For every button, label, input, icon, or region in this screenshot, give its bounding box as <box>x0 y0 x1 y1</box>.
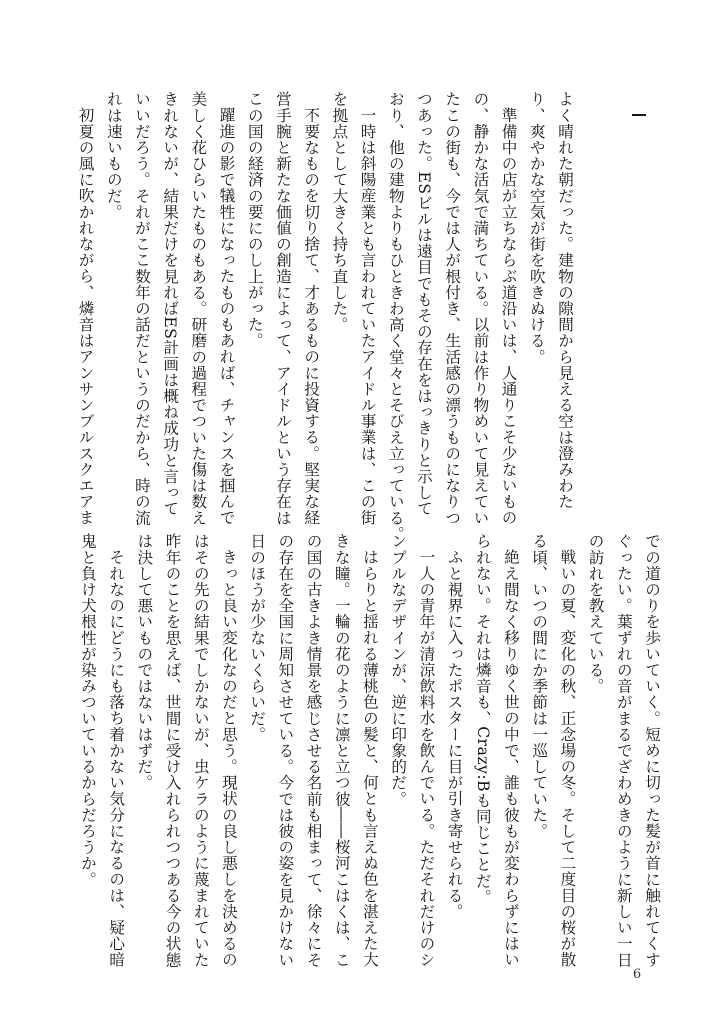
body-line: り、爽やかな空気が街を吹きぬける。 <box>527 91 546 365</box>
body-line: つあった。ESビルは遠目でもその存在をはっきりと示して <box>414 91 433 517</box>
body-line: 美しく花ひらいたものもある。研磨の過程でついた傷は数え <box>189 91 208 526</box>
body-line: での道のりを歩いていく。短めに切った髪が首に触れてくす <box>643 533 661 968</box>
body-line: の訪れを教えている。 <box>586 533 605 694</box>
body-line: はらりと揺れる薄桃色の髪と、何とも言えぬ色を湛えた大 <box>360 548 379 968</box>
body-line: たこの街も、今では人が根付き、生活感の漂うものになりつ <box>443 91 462 526</box>
body-line: は決して悪いものではないはずだ。 <box>135 533 154 791</box>
body-line: 営手腕と新たな価値の創造によって、アイドルという存在は <box>273 91 292 526</box>
body-line: を拠点として大きく持ち直した。 <box>330 91 349 333</box>
body-line: 一時は斜陽産業とも言われていたアイドル事業は、この街 <box>358 106 377 526</box>
chapter-number-mark <box>632 114 646 116</box>
body-line: 日のほうが少ないくらいだ。 <box>248 533 267 743</box>
body-line: はその先の結果でしかないが、虫ケラのように蔑まれていた <box>191 533 210 968</box>
body-line: きな瞳。一輪の花のように凛と立つ彼――桜河こはくは、こ <box>332 533 351 968</box>
page-number: 6 <box>632 967 642 982</box>
body-line: ぐったい。葉ずれの音がまるでざわめきのように新しい一日 <box>614 533 633 968</box>
body-line: きれないが、結果だけを見ればES計画は概ね成功と言って <box>161 91 180 517</box>
body-line: ふと視界に入ったポスターに目が引き寄せられる。 <box>445 548 464 919</box>
top-text-block <box>76 91 579 542</box>
body-line: きっと良い変化なのだと思う。現状の良し悪しを決めるの <box>219 548 238 968</box>
body-line: の存在を全国に周知させている。今では彼の姿を見かけない <box>276 533 295 968</box>
body-line: 一人の青年が清涼飲料水を飲んでいる。ただそれだけのシ <box>417 548 436 968</box>
body-line: 昨年のことを思えば、世間に受け入れられつつある今の状態 <box>163 533 182 968</box>
body-line: 準備中の店が立ちならぶ道沿いは、人通りこそ少ないもの <box>499 106 518 526</box>
body-line: 戦いの夏、変化の秋、正念場の冬。そして二度目の桜が散 <box>558 548 577 968</box>
body-line: 初夏の風に吹かれながら、燐音はアンサンブルスクエアま <box>76 106 95 526</box>
body-line: おり、他の建物よりもひときわ高く堂々とそびえ立っている。 <box>386 91 405 542</box>
body-line: られない。それは燐音も、Crazy:Bも同じことだ。 <box>473 533 492 905</box>
body-line: それなのにどうにも落ち着かない気分になるのは、疑心暗 <box>107 548 126 968</box>
body-line: ンプルなデザインが、逆に印象的だ。 <box>389 533 408 807</box>
bottom-text-block <box>78 533 666 968</box>
body-line: いいだろう。それがここ数年の話だというのだから、時の流 <box>132 91 151 526</box>
body-line: 鬼と負け犬根性が染みついているからだろうか。 <box>78 533 97 888</box>
body-line: る頃、いつの間にか季節は一巡していた。 <box>530 533 549 839</box>
body-line: の、静かな活気で満ちている。以前は作り物めいて見えてい <box>471 91 490 526</box>
body-line: この国の経済の要にのし上がった。 <box>245 91 264 349</box>
body-line: れは速いものだ。 <box>104 91 123 220</box>
body-line: 不要なものを切り捨て、才あるものに投資する。堅実な経 <box>302 106 321 526</box>
body-line: よく晴れた朝だった。建物の隙間から見える空は澄みわた <box>556 91 574 510</box>
body-line: の国の古きよき情景を感じさせる名前も相まって、徐々にそ <box>304 533 323 968</box>
body-line: 絶え間なく移りゆく世の中で、誰も彼もが変わらずにはい <box>501 548 520 968</box>
body-line: 躍進の影で犠牲になったものもあれば、チャンスを掴んで <box>217 106 236 526</box>
